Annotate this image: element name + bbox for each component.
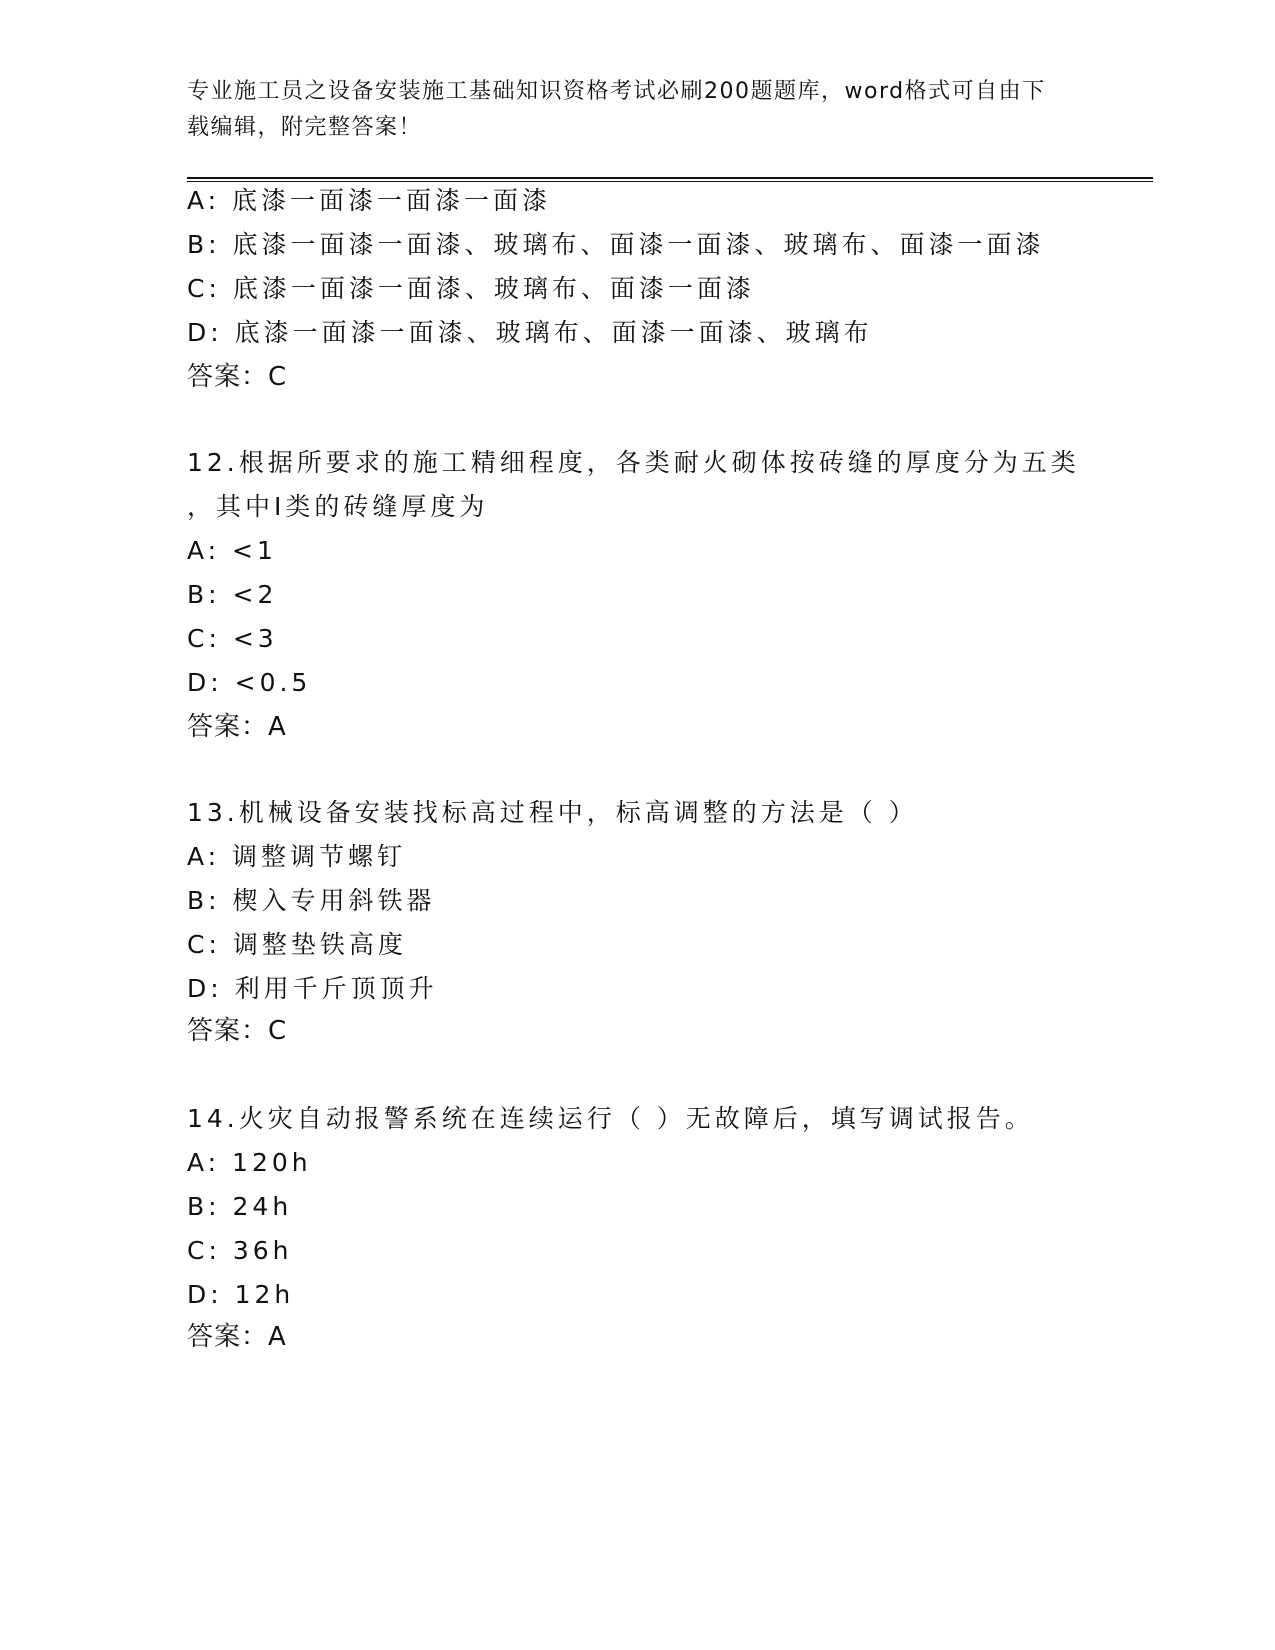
question-14-stem-line-1: 14.火灾自动报警系统在连续运行（ ）无故障后，填写调试报告。 <box>187 1104 1034 1133</box>
question-12-stem-line-2: ，其中Ⅰ类的砖缝厚度为 <box>187 492 489 521</box>
question-14-answer: 答案：A <box>187 1322 287 1352</box>
question-12-stem-line-1: 12.根据所要求的施工精细程度，各类耐火砌体按砖缝的厚度分为五类 <box>187 448 1080 477</box>
question-13-option-c: C: 调整垫铁高度 <box>187 930 407 959</box>
question-14-option-c: C: 36h <box>187 1236 293 1265</box>
question-13-answer: 答案：C <box>187 1016 288 1046</box>
question-14-option-b: B: 24h <box>187 1192 293 1221</box>
question-13-option-b: B: 楔入专用斜铁器 <box>187 886 436 915</box>
question-13-option-d: D: 利用千斤顶顶升 <box>187 974 438 1003</box>
question-12-option-a: A: <1 <box>187 536 277 565</box>
question-12-option-d: D: <0.5 <box>187 668 312 697</box>
question-12-answer: 答案：A <box>187 712 287 742</box>
prev-option-c: C: 底漆一面漆一面漆、玻璃布、面漆一面漆 <box>187 274 755 303</box>
document-header-title: 专业施工员之设备安装施工基础知识资格考试必刷200题题库，word格式可自由下载编辑，附完整答案！ <box>187 79 1046 140</box>
prev-option-d: D: 底漆一面漆一面漆、玻璃布、面漆一面漆、玻璃布 <box>187 318 873 347</box>
prev-option-b: B: 底漆一面漆一面漆、玻璃布、面漆一面漆、玻璃布、面漆一面漆 <box>187 230 1045 259</box>
question-14-option-a: A: 120h <box>187 1148 312 1177</box>
question-13-stem-line-1: 13.机械设备安装找标高过程中，标高调整的方法是（ ） <box>187 798 918 827</box>
header-divider <box>187 177 1153 182</box>
question-14-option-d: D: 12h <box>187 1280 295 1309</box>
prev-answer: 答案：C <box>187 362 288 392</box>
question-12-option-c: C: <3 <box>187 624 278 653</box>
question-13-option-a: A: 调整调节螺钉 <box>187 842 407 871</box>
question-12-option-b: B: <2 <box>187 580 278 609</box>
prev-option-a: A: 底漆一面漆一面漆一面漆 <box>187 186 552 215</box>
